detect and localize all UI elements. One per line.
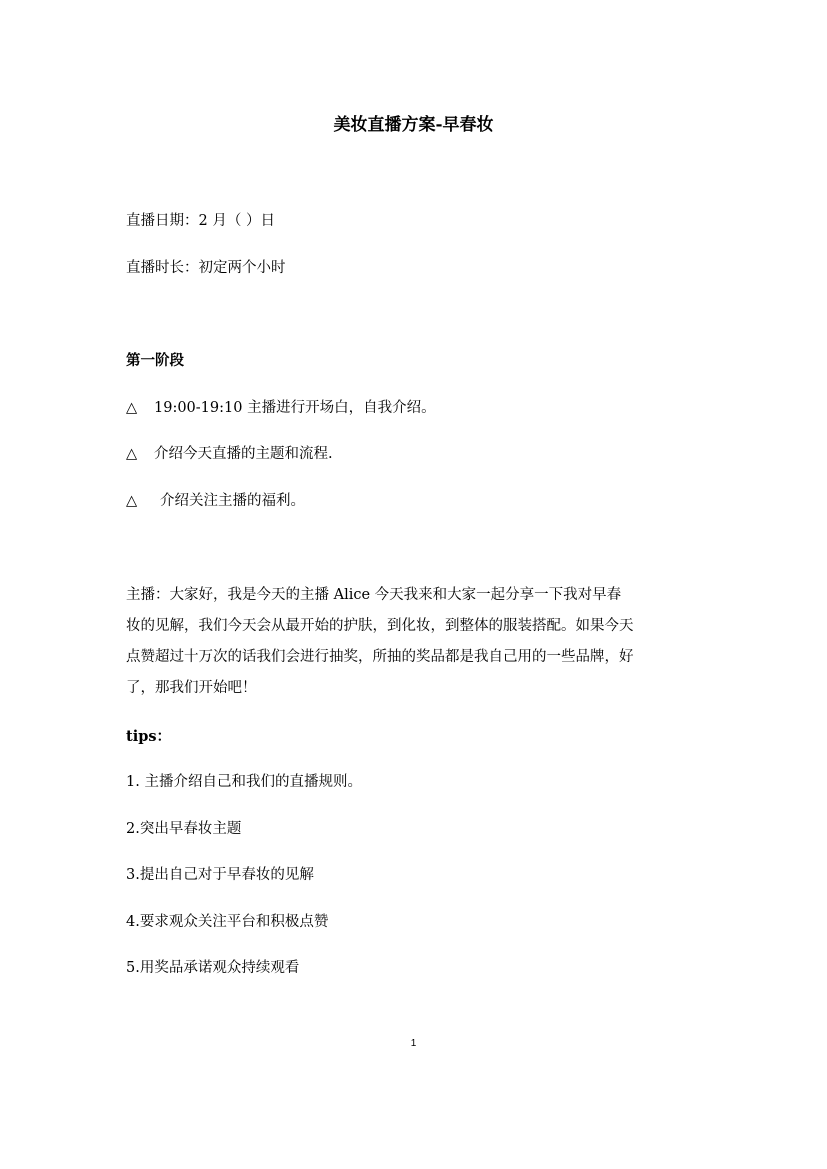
stage-item-text: 介绍关注主播的福利。 bbox=[160, 493, 305, 509]
stage-item bbox=[126, 491, 305, 511]
document-title: 美妆直播方案-早春妆 bbox=[333, 115, 494, 135]
stage-item bbox=[126, 398, 436, 418]
tip-item: 1. 主播介绍自己和我们的直播规则。 bbox=[126, 774, 362, 790]
triangle-bullet-icon: △ bbox=[126, 446, 138, 462]
tip-item: 2.突出早春妆主题 bbox=[126, 821, 242, 837]
host-script-line: 点赞超过十万次的话我们会进行抽奖，所抽的奖品都是我自己用的一些品牌，好 bbox=[126, 649, 634, 665]
page-number: 1 bbox=[410, 1038, 417, 1049]
host-script-line: 了，那我们开始吧！ bbox=[126, 680, 257, 696]
tip-item: 4.要求观众关注平台和积极点赞 bbox=[126, 914, 329, 930]
stage-item-text: 19:00-19:10 主播进行开场白，自我介绍。 bbox=[154, 400, 436, 416]
tip-item: 3.提出自己对于早春妆的见解 bbox=[126, 867, 314, 883]
host-script-paragraph bbox=[126, 580, 706, 704]
host-script-line: 妆的见解，我们今天会从最开始的护肤，到化妆，到整体的服装搭配。如果今天 bbox=[126, 618, 634, 634]
stage-heading: 第一阶段 bbox=[126, 352, 184, 369]
live-duration: 直播时长：初定两个小时 bbox=[126, 260, 286, 276]
stage-item-text: 介绍今天直播的主题和流程. bbox=[154, 446, 333, 462]
host-script-line: 主播：大家好，我是今天的主播 Alice 今天我来和大家一起分享一下我对早春 bbox=[126, 587, 622, 603]
triangle-bullet-icon: △ bbox=[126, 400, 138, 416]
tip-item: 5.用奖品承诺观众持续观看 bbox=[126, 960, 300, 976]
live-date: 直播日期：2 月（ ）日 bbox=[126, 213, 275, 229]
stage-item bbox=[126, 444, 333, 464]
triangle-bullet-icon: △ bbox=[126, 493, 138, 509]
tips-heading: tips： bbox=[126, 728, 172, 745]
